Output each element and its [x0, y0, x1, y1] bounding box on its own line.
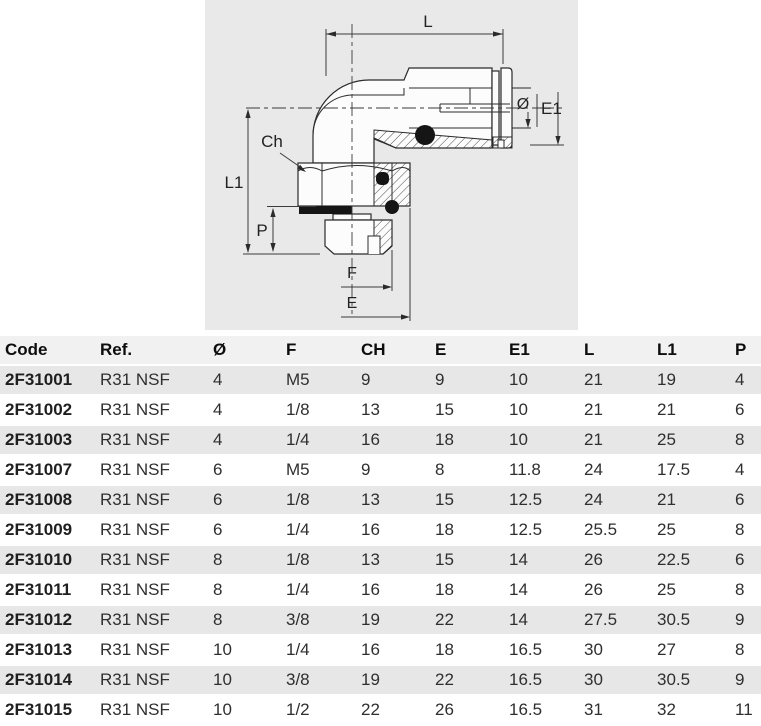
cell-code: 2F31011 [5, 580, 72, 599]
cell-e: 15 [435, 550, 454, 569]
cell-e1: 10 [509, 370, 528, 389]
cell-l1: 30.5 [657, 610, 691, 629]
cell-diameter: 6 [213, 490, 223, 509]
cell-l1: 25 [657, 430, 676, 449]
cell-l: 25.5 [584, 520, 618, 539]
cell-code: 2F31003 [5, 430, 73, 449]
cell-ch: 9 [361, 460, 371, 479]
cell-l: 24 [584, 490, 603, 509]
cell-e1: 11.8 [509, 460, 541, 479]
table-row [0, 365, 761, 395]
cell-p: 8 [735, 520, 745, 539]
cell-code: 2F31012 [5, 610, 73, 629]
table-row [0, 515, 761, 545]
column-header-p: P [735, 340, 747, 359]
cell-l: 26 [584, 580, 603, 599]
cell-p: 4 [735, 370, 745, 389]
washer-seal [299, 206, 352, 214]
cell-e: 18 [435, 640, 454, 659]
table-body [0, 365, 761, 725]
cell-ref: R31 NSF [100, 640, 170, 659]
cell-ref: R31 NSF [100, 370, 170, 389]
cell-l: 24 [584, 460, 603, 479]
cell-l: 21 [584, 370, 603, 389]
cell-e: 22 [435, 610, 454, 629]
cell-code: 2F31010 [5, 550, 73, 569]
cell-l1: 22.5 [657, 550, 691, 569]
cell-p: 6 [735, 550, 745, 569]
cell-e1: 12.5 [509, 520, 543, 539]
column-header-diameter: Ø [213, 340, 227, 359]
cell-e: 15 [435, 400, 454, 419]
column-header-f: F [286, 340, 297, 359]
cell-ch: 22 [361, 700, 380, 719]
table-row [0, 575, 761, 605]
cell-ref: R31 NSF [100, 400, 170, 419]
cell-l: 21 [584, 400, 603, 419]
cell-l: 30 [584, 670, 603, 689]
cell-ref: R31 NSF [100, 520, 170, 539]
cell-diameter: 4 [213, 430, 223, 449]
label-E1: E1 [541, 99, 562, 118]
column-header-e1: E1 [509, 340, 530, 359]
cell-f: 3/8 [286, 670, 310, 689]
cell-l1: 30.5 [657, 670, 691, 689]
cartridge-oring [415, 125, 435, 145]
cell-diameter: 10 [213, 700, 232, 719]
cell-l1: 17.5 [657, 460, 691, 479]
cell-e1: 16.5 [509, 640, 543, 659]
cell-e: 15 [435, 490, 454, 509]
cell-l: 30 [584, 640, 603, 659]
table-row [0, 425, 761, 455]
cell-f: 1/8 [286, 400, 310, 419]
cell-l: 26 [584, 550, 603, 569]
column-header-l: L [584, 340, 595, 359]
cell-diameter: 6 [213, 520, 223, 539]
column-header-ref: Ref. [100, 340, 133, 359]
cell-p: 8 [735, 580, 745, 599]
cell-e1: 14 [509, 580, 528, 599]
cell-ch: 16 [361, 430, 380, 449]
cell-ref: R31 NSF [100, 550, 170, 569]
cell-e: 8 [435, 460, 445, 479]
cell-l: 31 [584, 700, 603, 719]
cell-f: 3/8 [286, 610, 310, 629]
cell-l1: 19 [657, 370, 676, 389]
cell-e1: 10 [509, 430, 528, 449]
cell-diameter: 10 [213, 640, 232, 659]
cell-p: 8 [735, 430, 745, 449]
cell-e1: 12.5 [509, 490, 543, 509]
cell-f: 1/2 [286, 700, 310, 719]
cell-ref: R31 NSF [100, 700, 170, 719]
cell-code: 2F31015 [5, 700, 73, 719]
column-header-e: E [435, 340, 447, 359]
cell-f: M5 [286, 370, 310, 389]
cell-f: 1/8 [286, 550, 310, 569]
cell-p: 9 [735, 670, 745, 689]
cell-ref: R31 NSF [100, 490, 170, 509]
cell-l1: 27 [657, 640, 676, 659]
cell-l: 21 [584, 430, 603, 449]
cell-f: 1/8 [286, 490, 310, 509]
cell-diameter: 6 [213, 460, 223, 479]
cell-diameter: 4 [213, 370, 223, 389]
cell-ref: R31 NSF [100, 670, 170, 689]
cell-code: 2F31002 [5, 400, 73, 419]
cell-l1: 25 [657, 580, 676, 599]
cell-ref: R31 NSF [100, 430, 170, 449]
cell-ch: 13 [361, 490, 380, 509]
cell-f: 1/4 [286, 430, 310, 449]
cell-p: 9 [735, 610, 745, 629]
label-F: F [347, 265, 357, 282]
bore-slot [368, 236, 380, 254]
label-Ch: Ch [261, 132, 283, 151]
cell-ch: 9 [361, 370, 371, 389]
cell-f: 1/4 [286, 580, 310, 599]
cell-code: 2F31009 [5, 520, 73, 539]
cell-ch: 16 [361, 640, 380, 659]
cell-ch: 19 [361, 670, 380, 689]
label-L: L [423, 12, 433, 31]
label-diameter: Ø [516, 96, 530, 113]
cell-p: 11 [735, 700, 753, 719]
table-row [0, 545, 761, 575]
cell-p: 6 [735, 400, 745, 419]
cell-l1: 32 [657, 700, 676, 719]
table-header-row [0, 336, 761, 365]
cell-code: 2F31014 [5, 670, 73, 689]
cell-diameter: 8 [213, 550, 223, 569]
cell-code: 2F31007 [5, 460, 73, 479]
cell-f: 1/4 [286, 520, 310, 539]
table-row [0, 485, 761, 515]
column-header-code: Code [5, 340, 48, 359]
cell-l1: 25 [657, 520, 676, 539]
cell-code: 2F31013 [5, 640, 73, 659]
label-E: E [346, 295, 358, 312]
cell-e1: 16.5 [509, 700, 543, 719]
cell-p: 6 [735, 490, 745, 509]
cell-e: 18 [435, 520, 454, 539]
column-header-l1: L1 [657, 340, 677, 359]
column-header-ch: CH [361, 340, 386, 359]
label-P: P [256, 221, 268, 240]
cell-e1: 16.5 [509, 670, 543, 689]
table-row [0, 665, 761, 695]
stem-oring [385, 200, 399, 214]
technical-drawing-section [0, 0, 761, 332]
cell-ref: R31 NSF [100, 460, 170, 479]
cell-ch: 19 [361, 610, 380, 629]
cell-ref: R31 NSF [100, 580, 170, 599]
cell-ch: 16 [361, 520, 380, 539]
cell-f: 1/4 [286, 640, 310, 659]
fitting-diagram [0, 0, 761, 332]
cell-p: 4 [735, 460, 745, 479]
cell-ch: 13 [361, 400, 380, 419]
cell-diameter: 8 [213, 580, 223, 599]
table-row [0, 695, 761, 725]
cell-e: 26 [435, 700, 454, 719]
cell-e: 18 [435, 430, 454, 449]
cell-e1: 10 [509, 400, 528, 419]
cell-ref: R31 NSF [100, 610, 170, 629]
cell-diameter: 4 [213, 400, 223, 419]
cell-l: 27.5 [584, 610, 618, 629]
cell-l1: 21 [657, 490, 676, 509]
table-row [0, 635, 761, 665]
cell-f: M5 [286, 460, 310, 479]
collar-notch [498, 140, 504, 148]
cell-l1: 21 [657, 400, 676, 419]
table-row [0, 395, 761, 425]
dimensions-table [0, 336, 761, 726]
cell-ch: 13 [361, 550, 380, 569]
body-oring [376, 172, 389, 185]
cell-p: 8 [735, 640, 745, 659]
cell-ch: 16 [361, 580, 380, 599]
cell-e: 18 [435, 580, 454, 599]
cell-e: 9 [435, 370, 445, 389]
cell-diameter: 10 [213, 670, 232, 689]
label-L1: L1 [224, 173, 244, 192]
cell-e1: 14 [509, 610, 528, 629]
cell-code: 2F31001 [5, 370, 73, 389]
table-row [0, 605, 761, 635]
table-row [0, 455, 761, 485]
cell-diameter: 8 [213, 610, 223, 629]
cell-e: 22 [435, 670, 454, 689]
cell-code: 2F31008 [5, 490, 73, 509]
cell-e1: 14 [509, 550, 528, 569]
